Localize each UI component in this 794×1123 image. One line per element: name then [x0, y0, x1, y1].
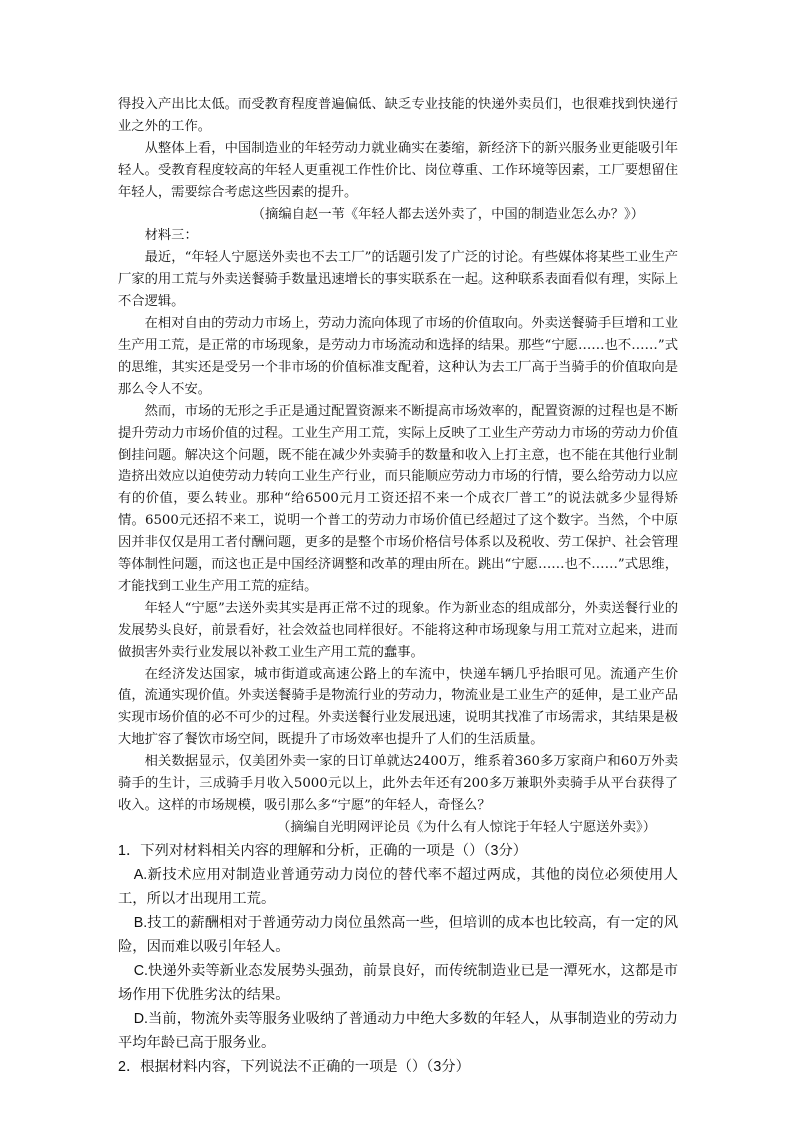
paragraph: 在经济发达国家，城市街道或高速公路上的车流中，快递车辆几乎抬眼可见。流通产生价值，流通实现价值。外卖送餐骑手是物流行业的劳动力，物流业是工业生产的延伸，是工业产品实现市场价值的必不可少的过程。外卖送餐行业发展迅速，说明其找准了市场需求，其结果是极大地扩容了餐饮市场空间，既提升了市场效率也提升了人们的生活质量。	[118, 666, 678, 748]
source-citation: （摘编自光明网评论员《为什么有人惊诧于年轻人宁愿送外卖》）	[277, 819, 656, 835]
question-1-option-c[interactable]: C.快递外卖等新业态发展势头强劲，前景良好，而传统制造业已是一潭死水，这都是市场作用下优胜劣汰的结果。	[118, 962, 678, 1003]
paragraph: 在相对自由的劳动力市场上，劳动力流向体现了市场的价值取向。外卖送餐骑手巨增和工业生产用工荒，是正常的市场现象，是劳动力市场流动和选择的结果。那些“宁愿……也不……”式的思维，其实还是受另一个非市场的价值标准支配着，这种认为去工厂高于当骑手的价值取向是那么令人不安。	[118, 316, 678, 397]
source-citation: （摘编自赵一苇《年轻人都去送外卖了，中国的制造业怎么办？》）	[251, 206, 644, 222]
paragraph: 从整体上看，中国制造业的年轻劳动力就业确实在萎缩，新经济下的新兴服务业更能吸引年轻人。受教育程度较高的年轻人更重视工作性价比、岗位尊重、工作环境等因素，工厂要想留住年轻人，需要综合考虑这些因素的提升。	[118, 140, 678, 200]
paragraph: 最近，“年轻人宁愿送外卖也不去工厂”的话题引发了广泛的讨论。有些媒体将某些工业生产厂家的用工荒与外卖送餐骑手数量迅速增长的事实联系在一起。这种联系表面看似有理，实际上不合逻辑。	[118, 250, 678, 310]
material-label: 材料三：	[144, 228, 198, 244]
question-1-option-b[interactable]: B.技工的薪酬相对于普通劳动力岗位虽然高一些，但培训的成本也比较高，有一定的风险，因而难以吸引年轻人。	[118, 914, 678, 955]
question-1-option-a[interactable]: A.新技术应用对制造业普通劳动力岗位的替代率不超过两成，其他的岗位必须使用人工，所以才出现用工荒。	[118, 866, 678, 907]
question-2-stem: 2．根据材料内容，下列说法不正确的一项是（）（3分）	[118, 1058, 470, 1075]
paragraph: 然而，市场的无形之手正是通过配置资源来不断提高市场效率的，配置资源的过程也是不断提升劳动力市场价值的过程。工业生产用工荒，实际上反映了工业生产劳动力市场的劳动力价值倒挂问题。解决这个问题，既不能在减少外卖骑手的数量和收入上打主意，也不能在其他行业制造挤出效应以迫使劳动力转向工业生产行业，而只能顺应劳动力市场的行情，要么给劳动力以应有的价值，要么转业。那种“给6500元月工资还招不来一个成衣厂普工”的说法就多少显得矫情。6500元还招不来工，说明一个普工的劳动力市场价值已经超过了这个数字。当然，个中原因并非仅仅是用工者付酬问题，更多的是整个市场价格信号体系以及税收、劳工保护、社会管理等体制性问题，而这也正是中国经济调整和改革的理由所在。跳出“宁愿……也不……”式思维，才能找到工业生产用工荒的症结。	[118, 403, 678, 594]
paragraph: 年轻人“宁愿”去送外卖其实是再正常不过的现象。作为新业态的组成部分，外卖送餐行业的发展势头良好，前景看好，社会效益也同样很好。不能将这种市场现象与用工荒对立起来，进而做损害外卖行业发展以补救工业生产用工荒的蠢事。	[118, 600, 678, 660]
paragraph: 相关数据显示，仅美团外卖一家的日订单就达2400万，维系着360多万家商户和60万外卖骑手的生计，三成骑手月收入5000元以上，此外去年还有200多万兼职外卖骑手从平台获得了收入。这样的市场规模，吸引那么多“宁愿”的年轻人，奇怪么？	[118, 754, 678, 813]
paragraph: 得投入产出比太低。而受教育程度普遍偏低、缺乏专业技能的快递外卖员们，也很难找到快递行业之外的工作。	[118, 97, 678, 134]
document-body	[118, 94, 678, 1079]
question-1-option-d[interactable]: D.当前，物流外卖等服务业吸纳了普通动力中绝大多数的年轻人，从事制造业的劳动力平均年龄已高于服务业。	[118, 1010, 678, 1051]
question-1-stem: 1．下列对材料相关内容的理解和分析，正确的一项是（）（3分）	[118, 842, 528, 859]
